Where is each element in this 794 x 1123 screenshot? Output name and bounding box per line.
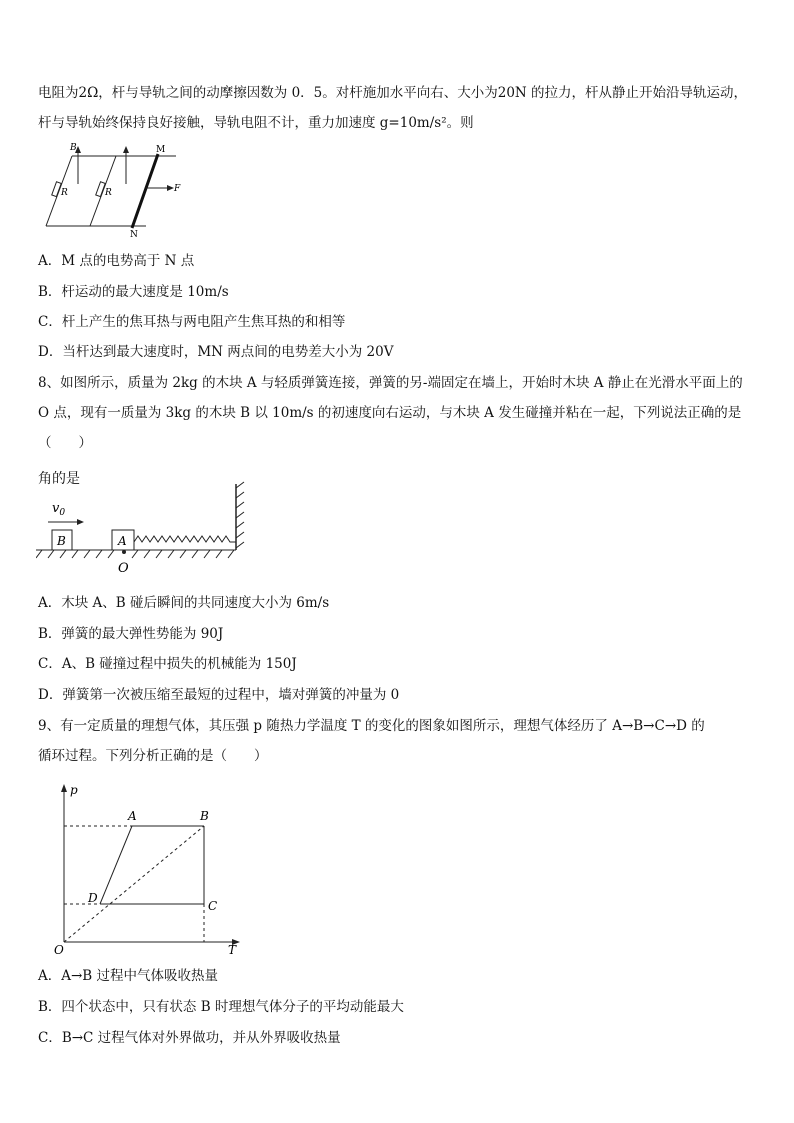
q9-pt-graph bbox=[50, 778, 250, 958]
q7-stem-line-2: 杆与导轨始终保持良好接触，导轨电阻不计，重力加速度 g=10m/s²。则 bbox=[38, 115, 474, 131]
label-p: p bbox=[70, 783, 78, 797]
q7-option-a: A．M 点的电势高于 N 点 bbox=[38, 253, 195, 269]
q7-option-b: B．杆运动的最大速度是 10m/s bbox=[38, 284, 229, 300]
label-state-a: A bbox=[128, 809, 137, 823]
q9-stem-line-2: 循环过程。下列分析正确的是（ ） bbox=[38, 748, 268, 764]
q8-stem-line-2: O 点，现有一质量为 3kg 的木块 B 以 10m/s 的初速度向右运动，与木块 A 发生碰撞并粘在一起，下列说法正确的是 bbox=[38, 405, 742, 421]
label-o: O bbox=[118, 561, 129, 576]
q8-stem-line-1: 8、如图所示，质量为 2kg 的木块 A 与轻质弹簧连接，弹簧的另-端固定在墙上，开始时木块 A 静止在光滑水平面上的 bbox=[38, 375, 743, 391]
label-r2: R bbox=[105, 188, 112, 198]
q9-option-a: A．A→B 过程中气体吸收热量 bbox=[38, 968, 219, 984]
q7-stem-line-1: 电阻为2Ω，杆与导轨之间的动摩擦因数为 0．5。对杆施加水平向右、大小为20N 的拉力，杆从静止开始沿导轨运动， bbox=[38, 85, 748, 101]
label-v0: $v_0$ bbox=[52, 501, 66, 518]
q8-option-b: B．弹簧的最大弹性势能为 90J bbox=[38, 626, 224, 642]
origin-line-dashed bbox=[64, 826, 204, 942]
label-state-c: C bbox=[208, 899, 218, 913]
segment-da bbox=[100, 826, 132, 904]
label-origin: O bbox=[54, 943, 64, 957]
q8-spring-block-figure bbox=[36, 480, 256, 580]
q8-option-d: D．弹簧第一次被压缩至最短的过程中，墙对弹簧的冲量为 0 bbox=[38, 687, 400, 703]
label-block-a: A bbox=[118, 534, 127, 548]
spring bbox=[134, 536, 236, 542]
rod-mn bbox=[132, 154, 158, 228]
q7-rail-circuit-figure bbox=[38, 140, 198, 240]
label-block-b: B bbox=[57, 534, 66, 548]
label-m: M bbox=[156, 145, 166, 155]
q9-option-c: C．B→C 过程气体对外界做功，并从外界吸收热量 bbox=[38, 1030, 341, 1046]
label-n: N bbox=[130, 230, 138, 240]
q8-option-a: A．木块 A、B 碰后瞬间的共同速度大小为 6m/s bbox=[38, 595, 330, 611]
label-b-field: B bbox=[70, 143, 77, 153]
label-t: T bbox=[228, 943, 237, 957]
q8-option-c: C．A、B 碰撞过程中损失的机械能为 150J bbox=[38, 656, 297, 672]
q8-stem-line-3: （ ） bbox=[38, 435, 92, 451]
label-state-b: B bbox=[200, 809, 209, 823]
q8-fragment: 角的是 bbox=[38, 471, 80, 487]
q7-option-c: C．杆上产生的焦耳热与两电阻产生焦耳热的和相等 bbox=[38, 314, 346, 330]
label-f: F bbox=[174, 184, 181, 194]
q7-option-d: D．当杆达到最大速度时，MN 两点间的电势差大小为 20V bbox=[38, 344, 394, 360]
q9-option-b: B．四个状态中，只有状态 B 时理想气体分子的平均动能最大 bbox=[38, 999, 404, 1015]
label-r1: R bbox=[61, 188, 68, 198]
q9-stem-line-1: 9、有一定质量的理想气体，其压强 p 随热力学温度 T 的变化的图象如图所示，理想气体经历了 A→B→C→D 的 bbox=[38, 718, 705, 734]
label-state-d: D bbox=[88, 891, 98, 905]
